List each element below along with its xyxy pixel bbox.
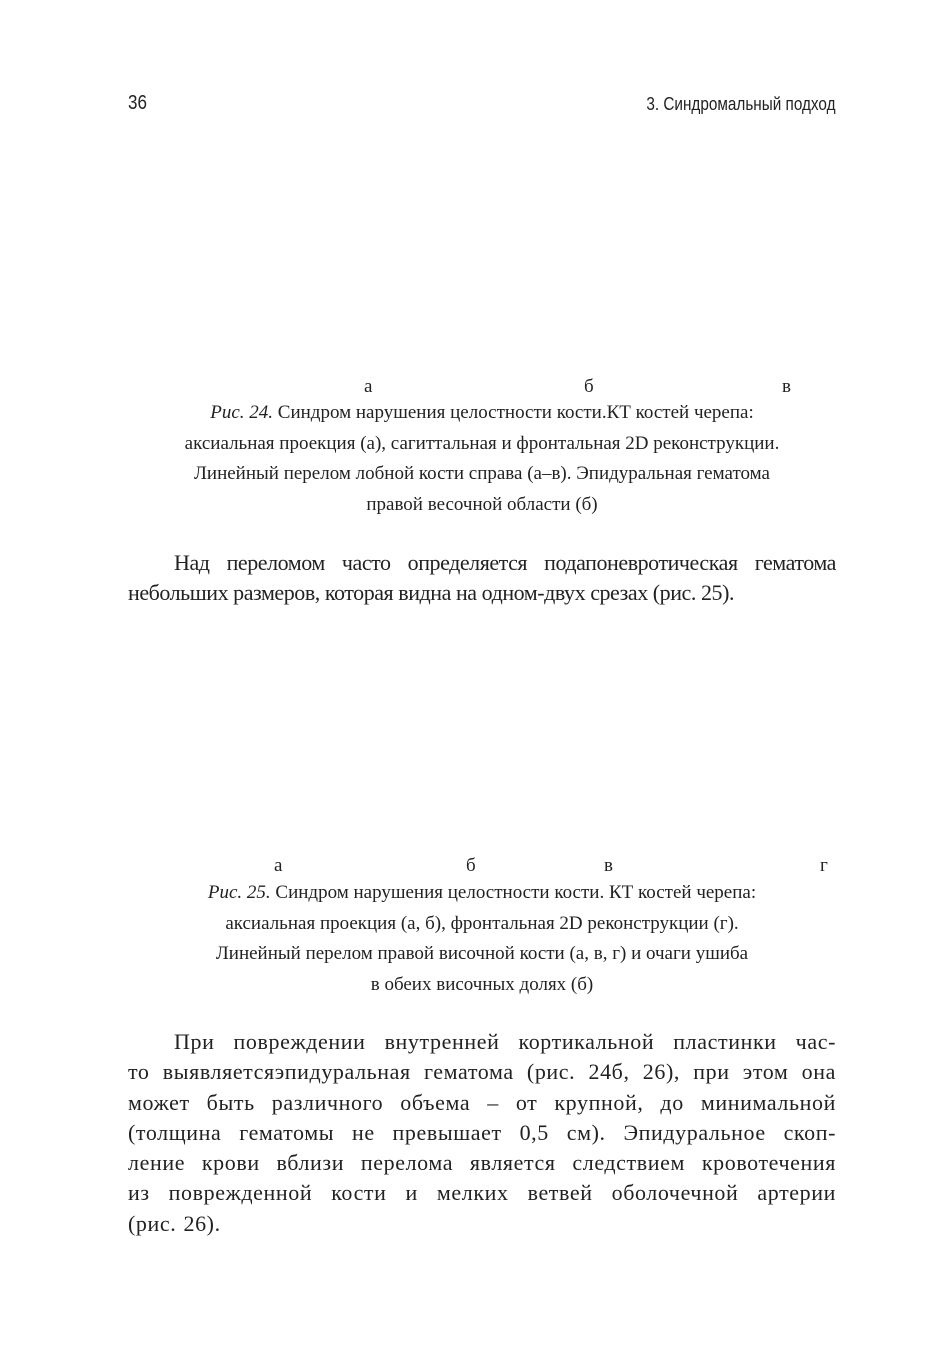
- paragraph-2-line-7: (рис. 26).: [128, 1210, 221, 1236]
- figure-24-caption: [128, 398, 836, 520]
- figure-24-label: Рис. 24.: [210, 402, 274, 423]
- body-paragraph-2: [128, 1027, 836, 1239]
- figure-25-caption-line-4: в обеих височных долях (б): [370, 973, 594, 995]
- paragraph-2-line-6: из поврежденной кости и мелких ветвей оболочечной артерии: [128, 1180, 836, 1206]
- paragraph-2-line-1: При повреждении внутренней кортикальной пластинки час-: [174, 1029, 836, 1054]
- figure-24-caption-line-3: Линейный перелом лобной кости справа (а–в). Эпидуральная гематома: [194, 463, 770, 484]
- figure-24-caption-line-4: правой весочной области (б): [366, 493, 598, 515]
- figure-24-panel-label-v: в: [782, 376, 791, 397]
- figure-25-caption-line-2: аксиальная проекция (а, б), фронтальная 2D реконструкции (г).: [225, 912, 739, 934]
- figure-25-caption: [128, 878, 836, 1000]
- paragraph-1-line-1: Над переломом часто определяется подапоневротическая гематома: [174, 550, 836, 575]
- figure-25-caption-line-3: Линейный перелом правой височной кости (а, в, г) и очаги ушиба: [215, 943, 749, 964]
- figure-25-panel-label-a: а: [274, 855, 283, 876]
- figure-25-caption-line-1: [128, 878, 836, 909]
- page-number: 36: [128, 92, 147, 114]
- paragraph-2-line-4: (толщина гематомы не превышает 0,5 см). Эпидуральное скоп-: [128, 1119, 836, 1145]
- figure-24-panel-label-a: а: [364, 376, 373, 397]
- figure-25-panel-label-b: б: [466, 855, 476, 876]
- figure-25-panel-label-v: в: [604, 855, 613, 876]
- body-paragraph-1: [128, 548, 836, 608]
- figure-24-caption-line-2: аксиальная проекция (а), сагиттальная и фронтальная 2D реконструкции.: [184, 432, 780, 454]
- chapter-title: 3. Синдромальный подход: [646, 94, 836, 114]
- figure-24-panel-label-b: б: [584, 376, 594, 397]
- figure-25-panel-label-g: г: [820, 855, 828, 876]
- paragraph-2-line-3: может быть различного объема – от крупной, до минимальной: [128, 1089, 836, 1115]
- figure-24-caption-title: Синдром нарушения целостности кости.КТ костей черепа:: [273, 402, 754, 423]
- figure-25-label: Рис. 25.: [207, 882, 271, 903]
- paragraph-2-line-2: то выявляетсяэпидуральная гематома (рис. 24б, 26), при этом она: [128, 1059, 836, 1085]
- paragraph-1-line-2: небольших размеров, которая видна на одном-двух срезах (рис. 25).: [128, 580, 734, 605]
- figure-25-caption-title: Синдром нарушения целостности кости. КТ костей черепа:: [270, 882, 757, 903]
- figure-24-caption-line-1: [128, 398, 836, 429]
- paragraph-2-line-5: ление крови вблизи перелома является следствием кровотечения: [128, 1150, 836, 1176]
